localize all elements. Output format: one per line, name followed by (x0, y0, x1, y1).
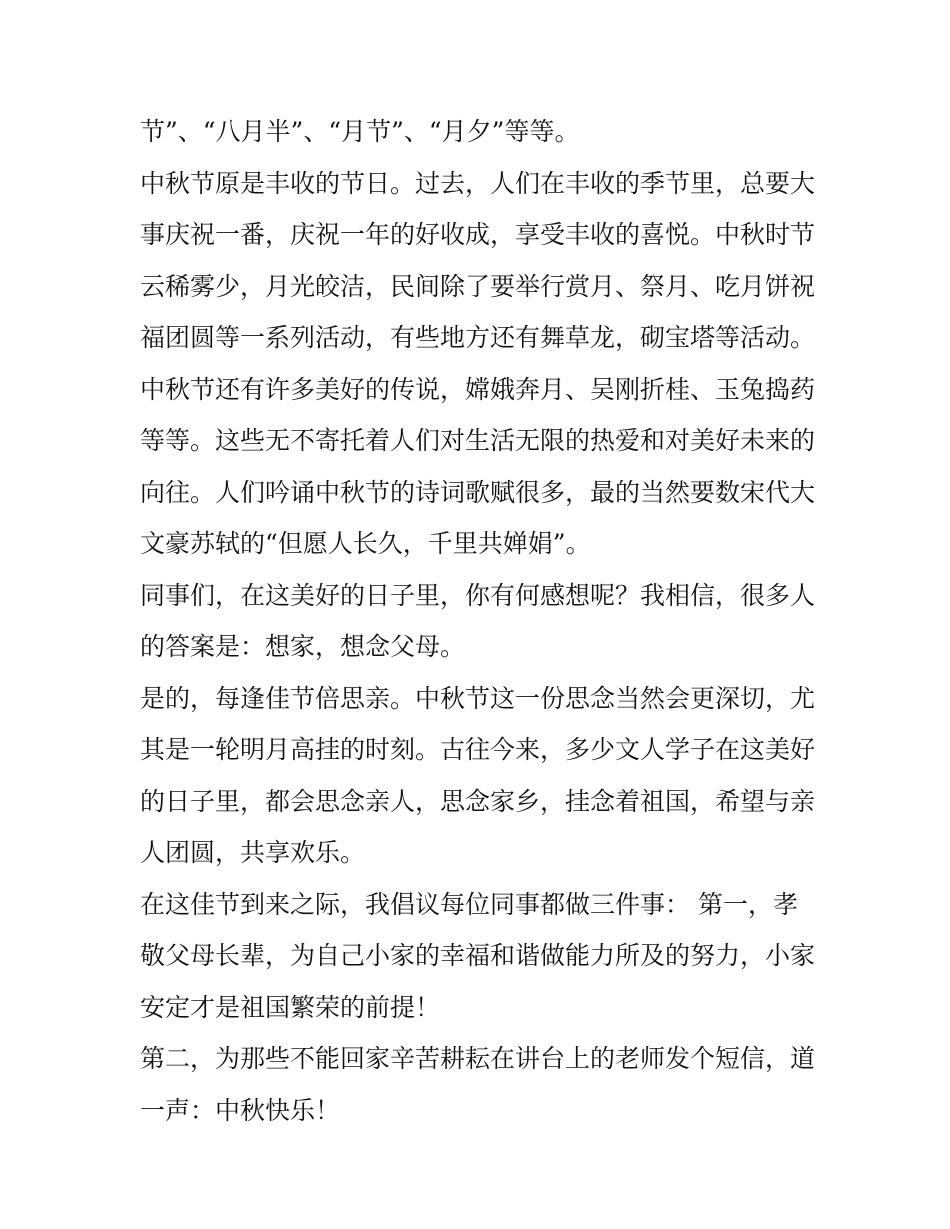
text-line: 人团圆，共享欢乐。 (140, 838, 366, 867)
text-line: 向往。人们吟诵中秋节的诗词歌赋很多，最的当然要数宋代大 (140, 477, 816, 507)
text-line: 同事们，在这美好的日子里，你有何感想呢？我相信，很多人 (140, 580, 816, 610)
paragraph-missing-family (140, 673, 820, 879)
text-line: 事庆祝一番，庆祝一年的好收成，享受丰收的喜悦。中秋时节 (140, 220, 816, 249)
text-line: 敬父母长辈，为自己小家的幸福和谐做能力所及的努力，小家 (140, 941, 816, 970)
text-line: 一声：中秋快乐！ (140, 1095, 341, 1125)
text-line: 中秋节还有许多美好的传说，嫦娥奔月、吴刚折桂、玉兔捣药 (140, 374, 816, 404)
paragraph-colleagues (140, 570, 820, 673)
text-line: 第二，为那些不能回家辛苦耕耘在讲台上的老师发个短信，道 (140, 1044, 816, 1073)
text-line: 文豪苏轼的“但愿人长久，千里共婵娟”。 (140, 529, 591, 558)
paragraph-proposal-second (140, 1033, 820, 1136)
text-line: 等等。这些无不寄托着人们对生活无限的热爱和对美好未来的 (140, 426, 816, 455)
paragraph-harvest (140, 158, 820, 364)
text-line: 是的，每逢佳节倍思亲。中秋节这一份思念当然会更深切，尤 (140, 683, 816, 713)
text-line: 的答案是：想家，想念父母。 (140, 632, 466, 661)
text-line: 节”、“八月半”、“月节”、“月夕”等等。 (140, 117, 580, 146)
text-line: 安定才是祖国繁荣的前提！ (140, 992, 441, 1022)
text-line: 云稀雾少，月光皎洁，民间除了要举行赏月、祭月、吃月饼祝 (140, 271, 816, 301)
paragraph-proposal-first (140, 879, 820, 1034)
paragraph-festival-names (140, 106, 820, 158)
text-line: 在这佳节到来之际，我倡议每位同事都做三件事： 第一，孝 (140, 889, 798, 919)
text-line: 福团圆等一系列活动，有些地方还有舞草龙，砌宝塔等活动。 (140, 323, 816, 352)
text-line: 中秋节原是丰收的节日。过去，人们在丰收的季节里，总要大 (140, 168, 816, 198)
paragraph-legends (140, 364, 820, 570)
text-line: 其是一轮明月高挂的时刻。古往今来，多少文人学子在这美好 (140, 735, 816, 764)
document-body (140, 106, 820, 1136)
text-line: 的日子里，都会思念亲人，思念家乡，挂念着祖国，希望与亲 (140, 786, 816, 816)
